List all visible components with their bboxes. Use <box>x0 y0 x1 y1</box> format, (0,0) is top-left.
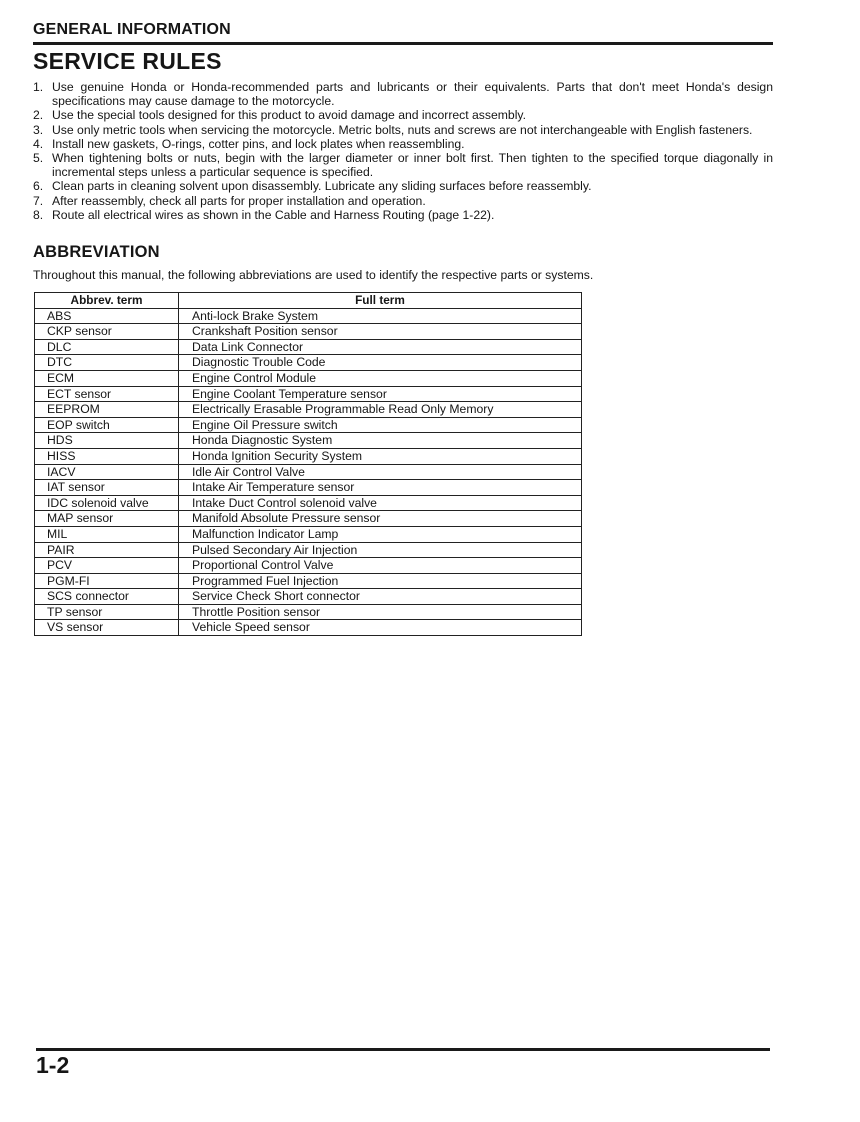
section-header: GENERAL INFORMATION <box>33 21 231 38</box>
table-row <box>35 526 582 542</box>
list-item-number: 2. <box>33 108 44 123</box>
abbrev-cell: MAP sensor <box>35 511 179 527</box>
list-item <box>33 151 773 179</box>
header-divider <box>33 42 773 45</box>
page-title: SERVICE RULES <box>33 48 222 74</box>
table-row <box>35 604 582 620</box>
abbrev-cell: HDS <box>35 433 179 449</box>
table-row <box>35 464 582 480</box>
full-term-cell: Engine Control Module <box>179 370 582 386</box>
table-row <box>35 324 582 340</box>
full-term-cell: Anti-lock Brake System <box>179 308 582 324</box>
list-item <box>33 194 773 208</box>
table-row <box>35 558 582 574</box>
list-item-text: Route all electrical wires as shown in the Cable and Harness Routing (page 1-22). <box>52 207 495 222</box>
table-row <box>35 573 582 589</box>
footer-divider <box>36 1048 770 1051</box>
full-term-cell: Diagnostic Trouble Code <box>179 355 582 371</box>
abbrev-cell: ABS <box>35 308 179 324</box>
list-item-text: Use the special tools designed for this product to avoid damage and incorrect assembly. <box>52 108 526 123</box>
table-row <box>35 417 582 433</box>
full-term-cell: Data Link Connector <box>179 339 582 355</box>
full-term-cell: Crankshaft Position sensor <box>179 324 582 340</box>
abbrev-cell: ECT sensor <box>35 386 179 402</box>
full-term-cell: Service Check Short connector <box>179 589 582 605</box>
list-item-text: After reassembly, check all parts for proper installation and operation. <box>52 193 426 208</box>
table-row <box>35 589 582 605</box>
full-term-cell: Pulsed Secondary Air Injection <box>179 542 582 558</box>
table-row <box>35 386 582 402</box>
table-row <box>35 402 582 418</box>
full-term-cell: Proportional Control Valve <box>179 558 582 574</box>
list-item-number: 5. <box>33 151 44 166</box>
table-row <box>35 542 582 558</box>
list-item-text: Use only metric tools when servicing the motorcycle. Metric bolts, nuts and screws are not interchangeable with English fasteners. <box>52 122 753 137</box>
abbrev-cell: IDC solenoid valve <box>35 495 179 511</box>
full-term-cell: Electrically Erasable Programmable Read Only Memory <box>179 402 582 418</box>
list-item <box>33 137 773 151</box>
list-item <box>33 123 773 137</box>
abbreviation-intro: Throughout this manual, the following abbreviations are used to identify the respective parts or systems. <box>33 268 594 282</box>
table-row <box>35 511 582 527</box>
abbrev-cell: SCS connector <box>35 589 179 605</box>
full-term-cell: Manifold Absolute Pressure sensor <box>179 511 582 527</box>
list-item <box>33 208 773 222</box>
table-row <box>35 620 582 636</box>
abbrev-cell: MIL <box>35 526 179 542</box>
table-row <box>35 495 582 511</box>
service-rules-list <box>33 80 773 222</box>
abbrev-cell: PGM-FI <box>35 573 179 589</box>
abbreviation-table <box>34 292 582 636</box>
table-row <box>35 308 582 324</box>
list-item-number: 4. <box>33 136 44 151</box>
full-term-cell: Engine Oil Pressure switch <box>179 417 582 433</box>
full-term-cell: Honda Ignition Security System <box>179 448 582 464</box>
abbrev-cell: TP sensor <box>35 604 179 620</box>
abbrev-cell: EOP switch <box>35 417 179 433</box>
table-row <box>35 370 582 386</box>
abbrev-cell: IAT sensor <box>35 480 179 496</box>
list-item <box>33 80 773 108</box>
column-header-abbrev: Abbrev. term <box>35 293 179 309</box>
abbrev-cell: CKP sensor <box>35 324 179 340</box>
abbrev-cell: HISS <box>35 448 179 464</box>
list-item-number: 6. <box>33 179 44 194</box>
abbrev-cell: DLC <box>35 339 179 355</box>
full-term-cell: Malfunction Indicator Lamp <box>179 526 582 542</box>
list-item-number: 1. <box>33 80 44 94</box>
full-term-cell: Idle Air Control Valve <box>179 464 582 480</box>
abbreviation-heading: ABBREVIATION <box>33 243 160 261</box>
column-header-full: Full term <box>179 293 582 309</box>
list-item-text: Install new gaskets, O-rings, cotter pins, and lock plates when reassembling. <box>52 136 465 151</box>
list-item-number: 3. <box>33 122 44 137</box>
list-item-text: Clean parts in cleaning solvent upon disassembly. Lubricate any sliding surfaces before reassembly. <box>52 179 592 194</box>
full-term-cell: Vehicle Speed sensor <box>179 620 582 636</box>
abbrev-cell: EEPROM <box>35 402 179 418</box>
full-term-cell: Programmed Fuel Injection <box>179 573 582 589</box>
list-item-number: 7. <box>33 193 44 208</box>
table-header-row <box>35 293 582 309</box>
list-item <box>33 108 773 122</box>
abbrev-cell: ECM <box>35 370 179 386</box>
list-item-number: 8. <box>33 207 44 222</box>
full-term-cell: Throttle Position sensor <box>179 604 582 620</box>
table-row <box>35 480 582 496</box>
abbrev-cell: VS sensor <box>35 620 179 636</box>
list-item-text: When tightening bolts or nuts, begin with the larger diameter or inner bolt first. Then tighten to the specified torque diagonally in incremental steps unless a particular sequence is specified. <box>52 151 773 180</box>
full-term-cell: Engine Coolant Temperature sensor <box>179 386 582 402</box>
full-term-cell: Intake Duct Control solenoid valve <box>179 495 582 511</box>
table-row <box>35 339 582 355</box>
abbrev-cell: PAIR <box>35 542 179 558</box>
list-item-text: Use genuine Honda or Honda-recommended parts and lubricants or their equivalents. Parts that don't meet Honda's design specifications may cause damage to the motorcycle. <box>52 80 773 109</box>
list-item <box>33 179 773 193</box>
page-number: 1-2 <box>36 1052 70 1078</box>
table-row <box>35 433 582 449</box>
table-row <box>35 448 582 464</box>
abbrev-cell: IACV <box>35 464 179 480</box>
abbrev-cell: PCV <box>35 558 179 574</box>
abbrev-cell: DTC <box>35 355 179 371</box>
full-term-cell: Honda Diagnostic System <box>179 433 582 449</box>
full-term-cell: Intake Air Temperature sensor <box>179 480 582 496</box>
table-row <box>35 355 582 371</box>
